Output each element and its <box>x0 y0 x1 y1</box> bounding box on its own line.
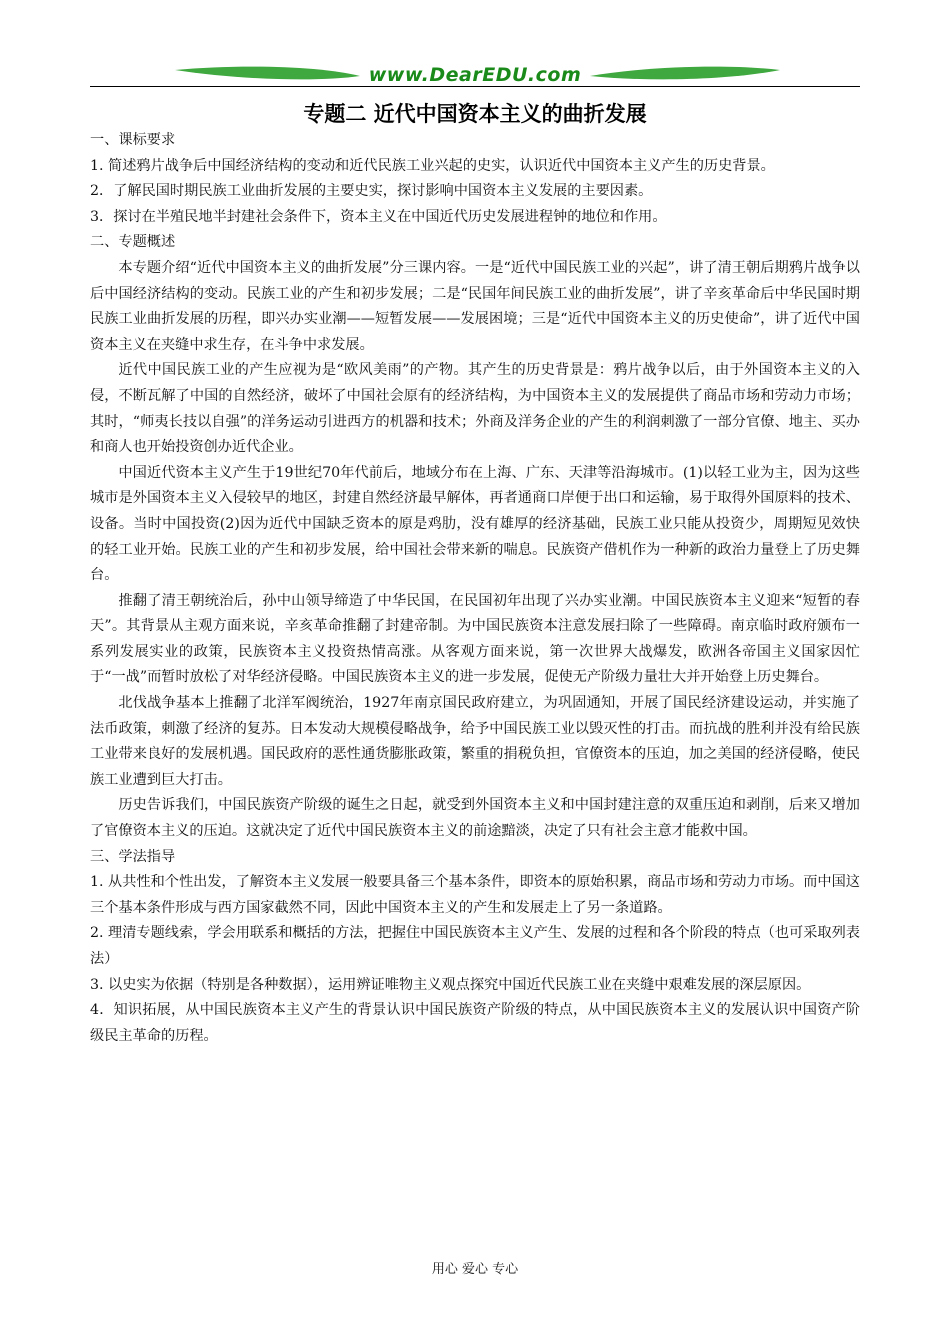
paragraph: 1. 从共性和个性出发，了解资本主义发展一般要具备三个基本条件，即资本的原始积累，商品市场和劳动力市场。而中国这三个基本条件形成与西方国家截然不同，因此中国资本主义的产生和发展走上了另一条道路。 <box>90 874 860 916</box>
page-footer: 用心 爱心 专心 <box>431 1262 519 1277</box>
paragraph: 推翻了清王朝统治后，孙中山领导缔造了中华民国，在民国初年出现了兴办实业潮。中国民族资本主义迎来“短暂的春天”。其背景从主观方面来说，辛亥革命推翻了封建帝制。为中国民族资本注意发展扫除了一些障碍。南京临时政府颁布一系列发展实业的政策，民族资本主义投资热情高涨。从客观方面来说，第一次世界大战爆发，欧洲各帝国主义国家因忙于“一战”而暂时放松了对华经济侵略。中国民族资本主义的进一步发展，促使无产阶级力量壮大并开始登上历史舞台。 <box>90 592 860 686</box>
paragraph: 3. 以史实为依据（特别是各种数据），运用辨证唯物主义观点探究中国近代民族工业在夹缝中艰难发展的深层原因。 <box>90 976 811 993</box>
document-body <box>90 128 860 1049</box>
paragraph: 本专题介绍“近代中国资本主义的曲折发展”分三课内容。一是“近代中国民族工业的兴起”，讲了清王朝后期鸦片战争以后中国经济结构的变动。民族工业的产生和初步发展；二是“民国年间民族工业的曲折发展”，讲了辛亥革命后中华民国时期民族工业曲折发展的历程，即兴办实业潮——短暂发展——发展困境；三是“近代中国资本主义的历史使命”，讲了近代中国资本主义在夹缝中求生存，在斗争中求发展。 <box>90 259 860 353</box>
paragraph: 2．了解民国时期民族工业曲折发展的主要史实，探讨影响中国资本主义发展的主要因素。 <box>90 183 653 200</box>
paragraph: 4．知识拓展，从中国民族资本主义产生的背景认识中国民族资产阶级的特点，从中国民族资本主义的发展认识中国资产阶级民主革命的历程。 <box>90 1002 860 1044</box>
paragraph: 一、课标要求 <box>90 132 176 148</box>
paragraph: 北伐战争基本上推翻了北洋军阀统治，1927年南京国民政府建立，为巩固通知，开展了国民经济建设运动，并实施了法币政策，刺激了经济的复苏。日本发动大规模侵略战争，给予中国民族工业以毁灭性的打击。而抗战的胜利并没有给民族工业带来良好的发展机遇。国民政府的恶性通货膨胀政策，繁重的捐税负担，官僚资本的压迫，加之美国的经济侵略，使民族工业遭到巨大打击。 <box>90 695 860 788</box>
header-divider <box>90 86 860 87</box>
paragraph: 近代中国民族工业的产生应视为是“欧风美雨”的产物。其产生的历史背景是：鸦片战争以后，由于外国资本主义的入侵，不断瓦解了中国的自然经济，破坏了中国社会原有的经济结构，为中国资本主义的发展提供了商品市场和劳动力市场；其时，“师夷长技以自强”的洋务运动引进西方的机器和技术；外商及洋务企业的产生的利润刺激了一部分官僚、地主、买办和商人也开始投资创办近代企业。 <box>90 362 860 456</box>
paragraph: 1. 简述鸦片战争后中国经济结构的变动和近代民族工业兴起的史实，认识近代中国资本主义产生的历史背景。 <box>90 157 775 174</box>
site-logo-text: www.DearEDU.com <box>368 64 582 86</box>
paragraph: 三、学法指导 <box>90 848 176 865</box>
paragraph: 中国近代资本主义产生于19世纪70年代前后，地域分布在上海、广东、天津等沿海城市。(1)以轻工业为主，因为这些城市是外国资本主义入侵较早的地区，封建自然经济最早解体，再者通商口岸便于出口和运输，易于取得外国原料的技术、设备。当时中国投资(2)因为近代中国缺乏资本的原是鸡肋，没有雄厚的经济基础，民族工业只能从投资少，周期短见效快的轻工业开始。民族工业的产生和初步发展，给中国社会带来新的喘息。民族资产借机作为一种新的政治力量登上了历史舞台。 <box>90 464 860 584</box>
paragraph: 二、专题概述 <box>90 234 176 251</box>
document-title: 专题二 近代中国资本主义的曲折发展 <box>303 102 647 126</box>
paragraph: 3．探讨在半殖民地半封建社会条件下，资本主义在中国近代历史发展进程钟的地位和作用。 <box>90 208 667 225</box>
page-header <box>90 60 860 90</box>
paragraph: 2. 理清专题线索，学会用联系和概括的方法，把握住中国民族资本主义产生、发展的过程和各个阶段的特点（也可采取列表法） <box>90 925 860 967</box>
paragraph: 历史告诉我们，中国民族资产阶级的诞生之日起，就受到外国资本主义和中国封建注意的双重压迫和剥削，后来又增加了官僚资本主义的压迫。这就决定了近代中国民族资本主义的前途黯淡，决定了只有社会主意才能救中国。 <box>90 797 860 840</box>
